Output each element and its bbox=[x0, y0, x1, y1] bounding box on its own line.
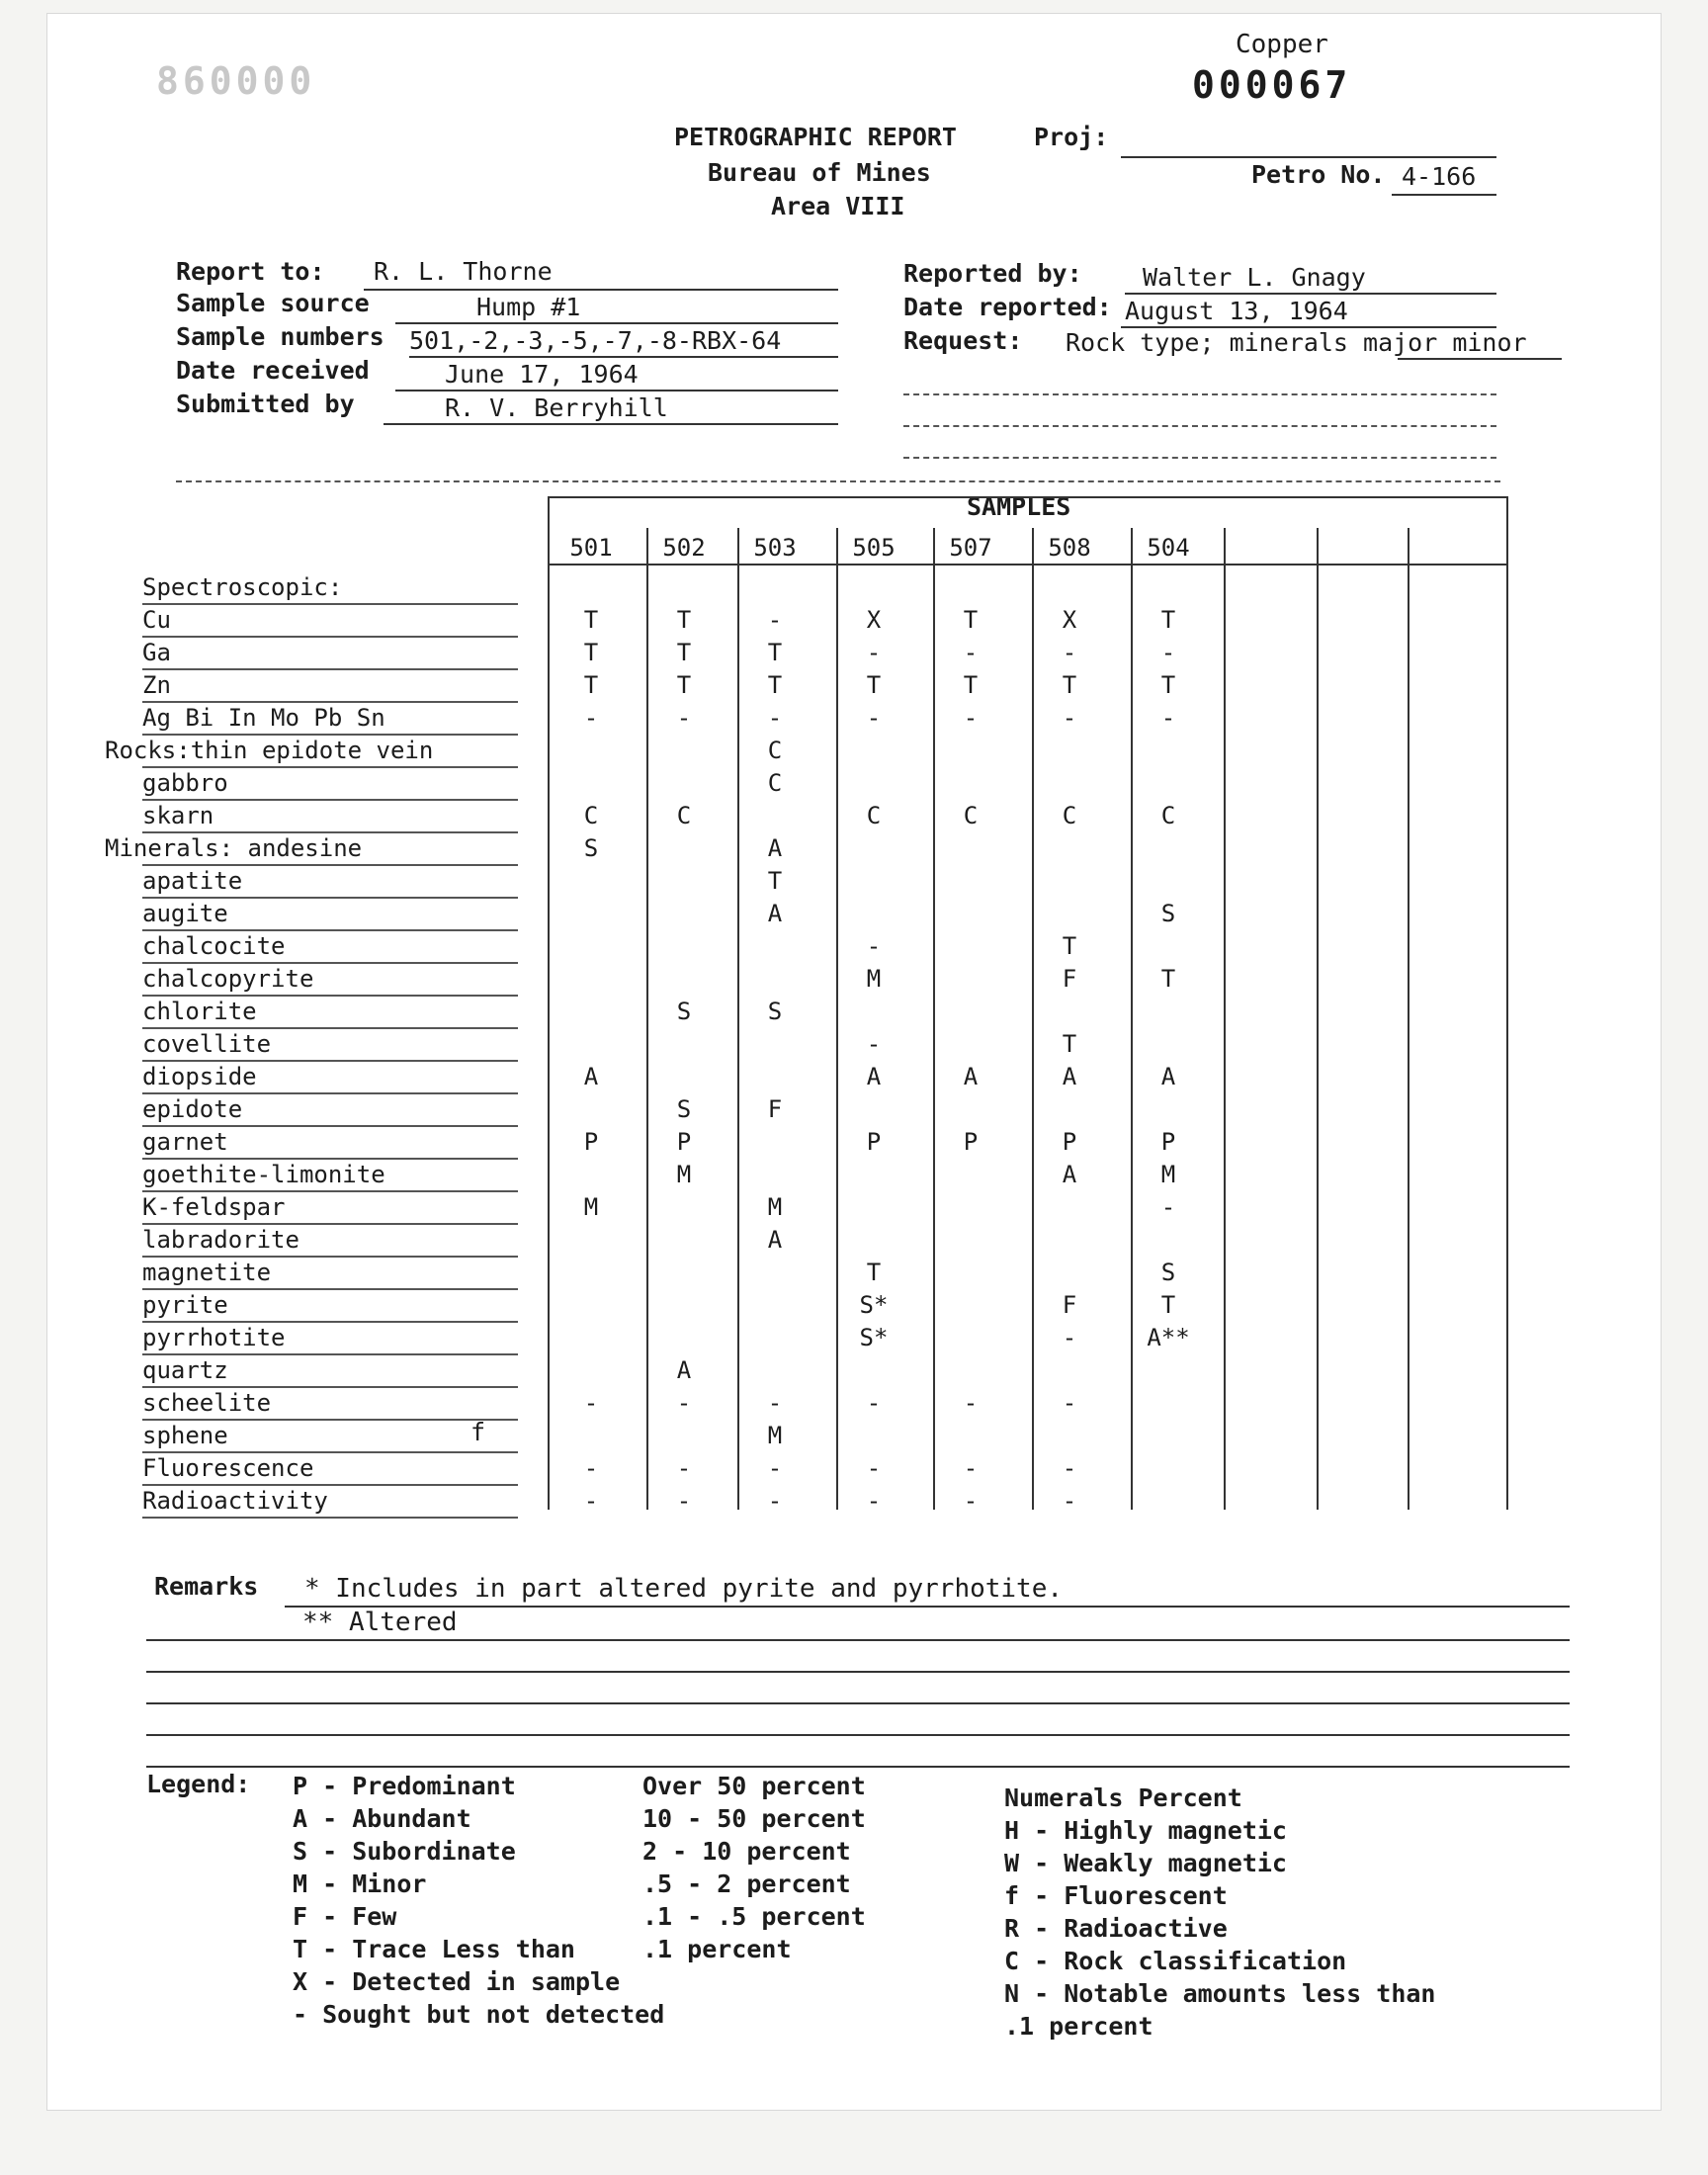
legend-code: S - Subordinate bbox=[293, 1837, 516, 1866]
table-cell: - bbox=[1062, 704, 1077, 732]
table-cell: P bbox=[583, 1128, 599, 1156]
legend-code: F - Few bbox=[293, 1902, 397, 1931]
row-underline bbox=[142, 1419, 518, 1421]
row-underline bbox=[142, 1190, 518, 1192]
row-underline bbox=[142, 603, 518, 605]
remark-line bbox=[146, 1766, 1570, 1768]
legend-right-item: R - Radioactive bbox=[1004, 1914, 1228, 1943]
table-cell: - bbox=[963, 639, 979, 666]
legend-right-item: N - Notable amounts less than bbox=[1004, 1979, 1436, 2008]
remark-line bbox=[146, 1734, 1570, 1736]
table-cell: - bbox=[767, 1487, 783, 1515]
proj-label: Proj: bbox=[1034, 123, 1109, 151]
row-underline bbox=[142, 1484, 518, 1486]
blank-line bbox=[903, 457, 1496, 459]
row-label: pyrrhotite bbox=[142, 1324, 286, 1351]
report-title: PETROGRAPHIC REPORT bbox=[674, 123, 957, 151]
field-value: Rock type; minerals major minor bbox=[1066, 328, 1527, 357]
row-underline bbox=[142, 995, 518, 997]
table-cell: X bbox=[866, 606, 882, 634]
legend-range: .5 - 2 percent bbox=[642, 1870, 851, 1898]
table-cell: - bbox=[1062, 1324, 1077, 1351]
table-cell: S bbox=[767, 998, 783, 1025]
table-cell: P bbox=[963, 1128, 979, 1156]
row-label: augite bbox=[142, 900, 228, 927]
separator-line bbox=[176, 480, 1500, 482]
legend-right-item: C - Rock classification bbox=[1004, 1947, 1347, 1975]
legend-range: 10 - 50 percent bbox=[642, 1804, 866, 1833]
table-cell: - bbox=[866, 932, 882, 960]
legend-right-item: H - Highly magnetic bbox=[1004, 1816, 1287, 1845]
row-underline bbox=[142, 734, 518, 736]
table-cell: A bbox=[583, 1063, 599, 1090]
petro-label: Petro No. bbox=[1251, 160, 1386, 189]
table-cell: A bbox=[767, 834, 783, 862]
table-cell: T bbox=[583, 639, 599, 666]
table-cell: P bbox=[1160, 1128, 1176, 1156]
row-label: quartz bbox=[142, 1356, 228, 1384]
table-cell: - bbox=[676, 704, 692, 732]
table-cell: T bbox=[1160, 606, 1176, 634]
copper-label: Copper bbox=[1236, 30, 1328, 59]
row-underline bbox=[142, 831, 518, 833]
column-header: 507 bbox=[949, 534, 992, 562]
table-cell: T bbox=[767, 639, 783, 666]
table-cell: M bbox=[767, 1422, 783, 1449]
field-line bbox=[395, 390, 838, 392]
table-cell: T bbox=[963, 671, 979, 699]
table-cell: A bbox=[767, 1226, 783, 1254]
table-cell: T bbox=[1062, 932, 1077, 960]
legend-code: X - Detected in sample bbox=[293, 1967, 621, 1996]
table-cell: - bbox=[676, 1389, 692, 1417]
table-cell: S bbox=[676, 998, 692, 1025]
field-label: Submitted by bbox=[176, 390, 355, 418]
remark-line-2: ** Altered bbox=[302, 1608, 458, 1637]
field-label: Sample source bbox=[176, 289, 370, 317]
row-label: Radioactivity bbox=[142, 1487, 328, 1515]
table-cell: - bbox=[963, 1454, 979, 1482]
table-cell: T bbox=[866, 1259, 882, 1286]
table-cell: - bbox=[1160, 639, 1176, 666]
table-cell: A** bbox=[1147, 1324, 1190, 1351]
table-cell: T bbox=[676, 671, 692, 699]
row-label: gabbro bbox=[142, 769, 228, 797]
column-header: 508 bbox=[1048, 534, 1091, 562]
table-cell: - bbox=[866, 1389, 882, 1417]
table-cell: C bbox=[676, 802, 692, 829]
legend-right-item: f - Fluorescent bbox=[1004, 1881, 1228, 1910]
table-cell: M bbox=[866, 965, 882, 993]
table-cell: T bbox=[1160, 671, 1176, 699]
field-label: Date received bbox=[176, 356, 370, 385]
ghost-number: 860000 bbox=[156, 59, 316, 103]
field-label: Reported by: bbox=[903, 259, 1082, 288]
table-cell: T bbox=[1160, 965, 1176, 993]
field-value: Walter L. Gnagy bbox=[1143, 263, 1366, 292]
table-cell: A bbox=[767, 900, 783, 927]
row-label: Cu bbox=[142, 606, 171, 634]
table-cell: C bbox=[963, 802, 979, 829]
table-cell: P bbox=[1062, 1128, 1077, 1156]
table-cell: F bbox=[1062, 1291, 1077, 1319]
legend-code: A - Abundant bbox=[293, 1804, 471, 1833]
column-line bbox=[1032, 528, 1034, 1510]
row-underline bbox=[142, 864, 518, 866]
scheelite-note: f bbox=[470, 1418, 486, 1446]
field-line bbox=[384, 423, 838, 425]
field-line bbox=[395, 322, 838, 324]
column-line bbox=[1317, 528, 1319, 1510]
column-line bbox=[1408, 528, 1409, 1510]
row-label: chalcocite bbox=[142, 932, 286, 960]
table-cell: - bbox=[866, 1030, 882, 1058]
table-header-line bbox=[548, 564, 1506, 566]
field-line bbox=[1398, 358, 1562, 360]
table-cell: S bbox=[676, 1095, 692, 1123]
table-cell: S* bbox=[859, 1324, 889, 1351]
table-cell: S* bbox=[859, 1291, 889, 1319]
table-cell: A bbox=[1062, 1063, 1077, 1090]
table-cell: - bbox=[1160, 704, 1176, 732]
column-header: 505 bbox=[852, 534, 896, 562]
table-cell: C bbox=[767, 769, 783, 797]
remark-line bbox=[146, 1671, 1570, 1673]
row-underline bbox=[142, 1223, 518, 1225]
row-label: garnet bbox=[142, 1128, 228, 1156]
table-cell: - bbox=[676, 1454, 692, 1482]
field-line bbox=[409, 356, 838, 358]
remark-line bbox=[146, 1702, 1570, 1704]
table-cell: T bbox=[866, 671, 882, 699]
table-cell: T bbox=[963, 606, 979, 634]
table-cell: - bbox=[1062, 1389, 1077, 1417]
row-label: Rocks:thin epidote vein bbox=[105, 737, 434, 764]
table-cell: - bbox=[767, 1389, 783, 1417]
remark-line bbox=[285, 1606, 1570, 1608]
column-line bbox=[737, 528, 739, 1510]
legend-code: T - Trace Less than bbox=[293, 1935, 575, 1963]
table-cell: M bbox=[1160, 1161, 1176, 1188]
legend-range: Over 50 percent bbox=[642, 1772, 866, 1800]
document-number: 000067 bbox=[1192, 63, 1352, 107]
row-label: goethite-limonite bbox=[142, 1161, 385, 1188]
petro-underline bbox=[1392, 194, 1496, 196]
row-underline bbox=[142, 929, 518, 931]
row-underline bbox=[142, 1125, 518, 1127]
table-cell: - bbox=[866, 1454, 882, 1482]
table-cell: F bbox=[767, 1095, 783, 1123]
row-underline bbox=[142, 962, 518, 964]
row-label: labradorite bbox=[142, 1226, 299, 1254]
table-cell: F bbox=[1062, 965, 1077, 993]
row-underline bbox=[142, 1256, 518, 1258]
blank-line bbox=[903, 393, 1496, 395]
row-underline bbox=[142, 1451, 518, 1453]
remark-line-1: * Includes in part altered pyrite and pyrrhotite. bbox=[304, 1574, 1064, 1604]
table-cell: - bbox=[767, 704, 783, 732]
table-top-line bbox=[548, 496, 1506, 498]
column-line bbox=[1131, 528, 1133, 1510]
table-cell: C bbox=[767, 737, 783, 764]
legend-range: .1 percent bbox=[642, 1935, 792, 1963]
table-cell: - bbox=[963, 704, 979, 732]
table-cell: M bbox=[767, 1193, 783, 1221]
table-cell: - bbox=[583, 704, 599, 732]
column-line bbox=[646, 528, 648, 1510]
report-org: Bureau of Mines bbox=[708, 158, 931, 187]
row-label: K-feldspar bbox=[142, 1193, 286, 1221]
row-underline bbox=[142, 1092, 518, 1094]
row-underline bbox=[142, 1353, 518, 1355]
table-cell: S bbox=[583, 834, 599, 862]
table-cell: - bbox=[866, 704, 882, 732]
field-line bbox=[364, 289, 838, 291]
table-cell: A bbox=[1160, 1063, 1176, 1090]
table-cell: X bbox=[1062, 606, 1077, 634]
row-underline bbox=[142, 1321, 518, 1323]
row-label: chlorite bbox=[142, 998, 257, 1025]
column-line bbox=[933, 528, 935, 1510]
row-label: Fluorescence bbox=[142, 1454, 314, 1482]
table-cell: A bbox=[866, 1063, 882, 1090]
table-left-line bbox=[548, 496, 550, 1510]
table-cell: A bbox=[963, 1063, 979, 1090]
table-cell: T bbox=[1062, 671, 1077, 699]
table-cell: P bbox=[676, 1128, 692, 1156]
table-cell: S bbox=[1160, 1259, 1176, 1286]
field-line bbox=[1125, 293, 1496, 295]
table-cell: - bbox=[1062, 1487, 1077, 1515]
row-underline bbox=[142, 1027, 518, 1029]
row-label: Spectroscopic: bbox=[142, 573, 343, 601]
table-cell: - bbox=[583, 1389, 599, 1417]
row-underline bbox=[142, 1386, 518, 1388]
remark-line bbox=[146, 1639, 1570, 1641]
field-value: 501,-2,-3,-5,-7,-8-RBX-64 bbox=[409, 326, 782, 355]
row-underline bbox=[142, 636, 518, 638]
samples-header: SAMPLES bbox=[967, 492, 1071, 521]
row-underline bbox=[142, 1060, 518, 1062]
row-underline bbox=[142, 799, 518, 801]
table-cell: T bbox=[583, 606, 599, 634]
column-header: 504 bbox=[1147, 534, 1190, 562]
table-cell: - bbox=[1062, 639, 1077, 666]
table-cell: - bbox=[676, 1487, 692, 1515]
table-cell: - bbox=[963, 1389, 979, 1417]
legend-range: 2 - 10 percent bbox=[642, 1837, 851, 1866]
field-value: August 13, 1964 bbox=[1125, 297, 1348, 325]
row-label: magnetite bbox=[142, 1259, 272, 1286]
row-label: covellite bbox=[142, 1030, 272, 1058]
row-label: apatite bbox=[142, 867, 243, 895]
row-label: Ag Bi In Mo Pb Sn bbox=[142, 704, 385, 732]
table-cell: - bbox=[767, 1454, 783, 1482]
column-header: 501 bbox=[569, 534, 613, 562]
table-cell: - bbox=[963, 1487, 979, 1515]
field-label: Request: bbox=[903, 326, 1023, 355]
row-label: sphene bbox=[142, 1422, 228, 1449]
petro-number: 4-166 bbox=[1402, 162, 1477, 191]
table-cell: - bbox=[583, 1454, 599, 1482]
table-cell: C bbox=[1160, 802, 1176, 829]
row-label: pyrite bbox=[142, 1291, 228, 1319]
row-label: Ga bbox=[142, 639, 171, 666]
table-cell: C bbox=[1062, 802, 1077, 829]
column-header: 503 bbox=[753, 534, 797, 562]
legend-right-item: Numerals Percent bbox=[1004, 1784, 1242, 1812]
table-cell: - bbox=[866, 639, 882, 666]
table-cell: T bbox=[676, 606, 692, 634]
table-cell: A bbox=[1062, 1161, 1077, 1188]
row-underline bbox=[142, 1158, 518, 1160]
legend-right-item: .1 percent bbox=[1004, 2012, 1153, 2041]
field-value: Hump #1 bbox=[476, 293, 581, 321]
legend-label: Legend: bbox=[146, 1770, 251, 1798]
legend-code: - Sought but not detected bbox=[293, 2000, 665, 2029]
table-cell: T bbox=[676, 639, 692, 666]
table-cell: T bbox=[1160, 1291, 1176, 1319]
table-cell: - bbox=[583, 1487, 599, 1515]
proj-field bbox=[1121, 156, 1496, 158]
table-cell: - bbox=[767, 606, 783, 634]
table-cell: T bbox=[583, 671, 599, 699]
table-right-line bbox=[1506, 496, 1508, 1510]
document-page bbox=[47, 14, 1661, 2110]
row-label: Zn bbox=[142, 671, 171, 699]
field-label: Date reported: bbox=[903, 293, 1112, 321]
table-cell: T bbox=[1062, 1030, 1077, 1058]
report-area: Area VIII bbox=[771, 192, 905, 220]
table-cell: M bbox=[676, 1161, 692, 1188]
row-label: Minerals: andesine bbox=[105, 834, 363, 862]
field-value: R. L. Thorne bbox=[374, 257, 553, 286]
table-cell: - bbox=[866, 1487, 882, 1515]
table-cell: - bbox=[1160, 1193, 1176, 1221]
row-label: scheelite bbox=[142, 1389, 272, 1417]
table-cell: S bbox=[1160, 900, 1176, 927]
row-label: skarn bbox=[142, 802, 214, 829]
legend-code: P - Predominant bbox=[293, 1772, 516, 1800]
field-value: June 17, 1964 bbox=[445, 360, 639, 389]
table-cell: A bbox=[676, 1356, 692, 1384]
remarks-label: Remarks bbox=[154, 1572, 259, 1601]
legend-code: M - Minor bbox=[293, 1870, 427, 1898]
table-cell: M bbox=[583, 1193, 599, 1221]
legend-right-item: W - Weakly magnetic bbox=[1004, 1849, 1287, 1877]
field-label: Report to: bbox=[176, 257, 325, 286]
table-cell: C bbox=[583, 802, 599, 829]
column-line bbox=[1224, 528, 1226, 1510]
table-cell: T bbox=[767, 867, 783, 895]
row-label: diopside bbox=[142, 1063, 257, 1090]
table-cell: T bbox=[767, 671, 783, 699]
row-underline bbox=[142, 1288, 518, 1290]
table-cell: - bbox=[1062, 1454, 1077, 1482]
row-underline bbox=[142, 766, 518, 768]
row-underline bbox=[142, 701, 518, 703]
row-underline bbox=[142, 897, 518, 899]
row-underline bbox=[142, 1517, 518, 1519]
field-value: R. V. Berryhill bbox=[445, 393, 668, 422]
row-underline bbox=[142, 668, 518, 670]
field-label: Sample numbers bbox=[176, 322, 384, 351]
legend-range: .1 - .5 percent bbox=[642, 1902, 866, 1931]
row-label: chalcopyrite bbox=[142, 965, 314, 993]
table-cell: C bbox=[866, 802, 882, 829]
column-line bbox=[836, 528, 838, 1510]
table-cell: P bbox=[866, 1128, 882, 1156]
blank-line bbox=[903, 425, 1496, 427]
row-label: epidote bbox=[142, 1095, 243, 1123]
column-header: 502 bbox=[662, 534, 706, 562]
